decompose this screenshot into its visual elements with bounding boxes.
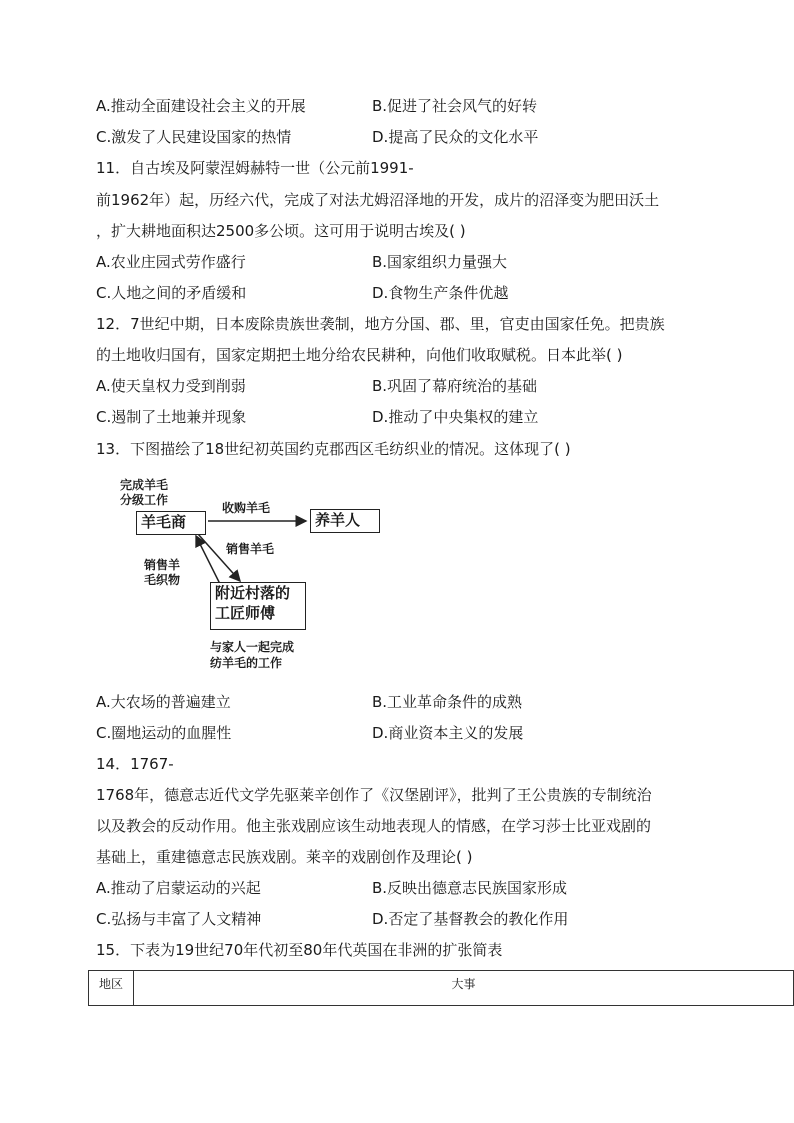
- q12-stem-line-2: 的土地收归国有，国家定期把土地分给农民耕种，向他们收取赋税。日本此举( ): [96, 346, 623, 364]
- q14-options-row-2: [96, 909, 716, 929]
- q12-option-a[interactable]: A.使天皇权力受到削弱: [96, 377, 246, 395]
- q10-option-d[interactable]: D.提高了民众的文化水平: [372, 128, 539, 146]
- q12-stem-line-1: 12．7世纪中期，日本废除贵族世袭制，地方分国、郡、里，官吏由国家任免。把贵族: [96, 315, 665, 333]
- q11-stem-line-3: ，扩大耕地面积达2500多公顷。这可用于说明古埃及( ): [96, 222, 466, 240]
- q11-stem-line-1: 11．自古埃及阿蒙涅姆赫特一世（公元前1991-: [96, 159, 414, 177]
- q12-option-b[interactable]: B.巩固了幕府统治的基础: [372, 377, 538, 395]
- note-grading-line-1: 完成羊毛: [120, 478, 169, 492]
- table-header-region: 地区: [89, 971, 134, 1006]
- q13-option-d[interactable]: D.商业资本主义的发展: [372, 724, 524, 742]
- q11-options-row-2: [96, 283, 716, 303]
- q14-options-row-1: [96, 878, 716, 898]
- q15-stem-line-1: 15．下表为19世纪70年代初至80年代英国在非洲的扩张简表: [96, 941, 503, 959]
- q10-option-b[interactable]: B.促进了社会风气的好转: [372, 97, 538, 115]
- box-village-craftsman: [210, 582, 306, 630]
- q14-stem-line-1: 14．1767-: [96, 755, 174, 773]
- q13-option-a[interactable]: A.大农场的普遍建立: [96, 693, 231, 711]
- craftsman-line-2: 工匠师傅: [215, 604, 276, 622]
- q10-options-row-2: [96, 127, 716, 147]
- craftsman-line-1: 附近村落的: [215, 584, 291, 602]
- note-family-line-2: 纺羊毛的工作: [210, 656, 283, 670]
- label-sell-cloth-line-1: 销售羊: [144, 558, 181, 572]
- q13-options-row-1: [96, 692, 716, 712]
- note-family-line-1: 与家人一起完成: [210, 640, 295, 654]
- q14-stem-line-3: 以及教会的反动作用。他主张戏剧应该生动地表现人的情感，在学习莎士比亚戏剧的: [96, 817, 652, 835]
- africa-expansion-table: [88, 970, 794, 1006]
- arrow-sell-cloth: [196, 536, 220, 584]
- q12-option-c[interactable]: C.遏制了土地兼并现象: [96, 408, 247, 426]
- q11-stem-line-2: 前1962年）起，历经六代，完成了对法尤姆沼泽地的开发，成片的沼泽变为肥田沃土: [96, 191, 660, 209]
- wool-trade-diagram: [110, 474, 400, 679]
- q11-option-a[interactable]: A.农业庄园式劳作盛行: [96, 253, 246, 271]
- q11-option-c[interactable]: C.人地之间的矛盾缓和: [96, 284, 247, 302]
- q14-stem-line-4: 基础上，重建德意志民族戏剧。莱辛的戏剧创作及理论( ): [96, 848, 473, 866]
- note-grading-line-2: 分级工作: [120, 493, 169, 507]
- q14-option-b[interactable]: B.反映出德意志民族国家形成: [372, 879, 568, 897]
- q11-option-d[interactable]: D.食物生产条件优越: [372, 284, 509, 302]
- q14-option-d[interactable]: D.否定了基督教会的教化作用: [372, 910, 569, 928]
- q11-option-b[interactable]: B.国家组织力量强大: [372, 253, 508, 271]
- q10-options-row-1: [96, 96, 716, 116]
- q10-option-a[interactable]: A.推动全面建设社会主义的开展: [96, 97, 306, 115]
- q13-options-row-2: [96, 723, 716, 743]
- q11-options-row-1: [96, 252, 716, 272]
- label-sell-cloth-line-2: 毛织物: [144, 573, 181, 587]
- label-sell-wool: 销售羊毛: [226, 542, 275, 556]
- q14-option-a[interactable]: A.推动了启蒙运动的兴起: [96, 879, 261, 897]
- box-wool-merchant: 羊毛商: [136, 511, 206, 535]
- q13-option-b[interactable]: B.工业革命条件的成熟: [372, 693, 523, 711]
- box-sheep-herder: 养羊人: [310, 509, 380, 533]
- q12-options-row-1: [96, 376, 716, 396]
- q14-option-c[interactable]: C.弘扬与丰富了人文精神: [96, 910, 262, 928]
- label-buy-wool: 收购羊毛: [222, 501, 271, 515]
- q14-stem-line-2: 1768年，德意志近代文学先驱莱辛创作了《汉堡剧评》，批判了王公贵族的专制统治: [96, 786, 652, 804]
- table-header-row: [89, 971, 794, 1006]
- q13-stem-line-1: 13．下图描绘了18世纪初英国约克郡西区毛纺织业的情况。这体现了( ): [96, 440, 571, 458]
- table-header-events: 大事: [134, 971, 794, 1006]
- q10-option-c[interactable]: C.激发了人民建设国家的热情: [96, 128, 292, 146]
- q13-option-c[interactable]: C.圈地运动的血腥性: [96, 724, 232, 742]
- q12-option-d[interactable]: D.推动了中央集权的建立: [372, 408, 539, 426]
- q12-options-row-2: [96, 407, 716, 427]
